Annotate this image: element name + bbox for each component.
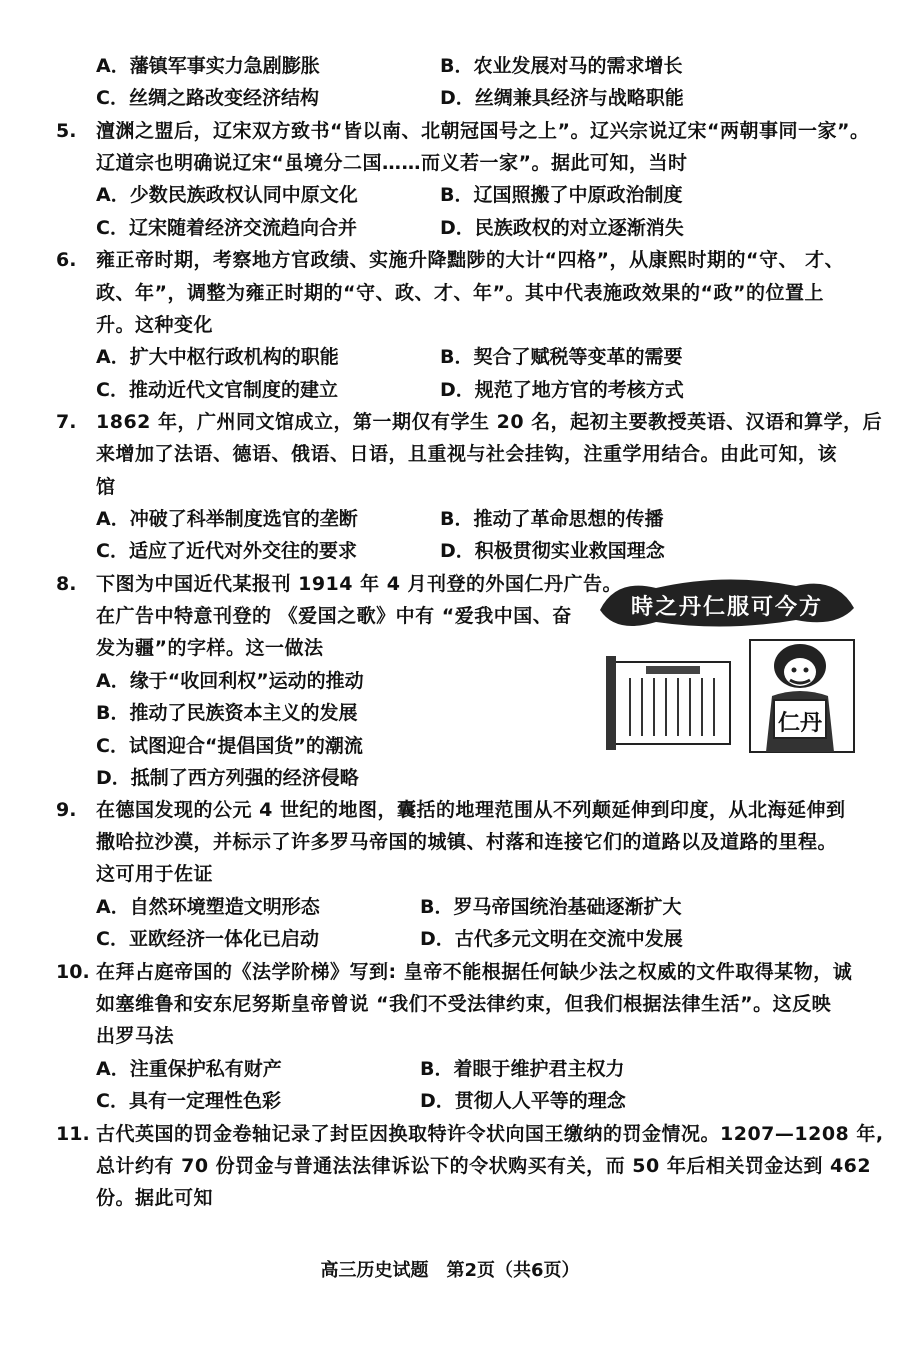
- ad-banner-text: 時之丹仁服可今方: [630, 594, 824, 620]
- q4-option-a: A．藩镇军事实力急剧膨胀: [96, 55, 320, 77]
- q4-option-c: C．丝绸之路改变经济结构: [96, 87, 319, 109]
- q10-option-d: D．贯彻人人平等的理念: [420, 1090, 626, 1112]
- q7-stem-line: 1862 年，广州同文馆成立，第一期仅有学生 20 名，起初主要教授英语、汉语和算学，后: [96, 411, 883, 433]
- q7-option-b: B．推动了革命思想的传播: [440, 508, 664, 530]
- q9-option-d: D．古代多元文明在交流中发展: [420, 928, 683, 950]
- q9-option-c: C．亚欧经济一体化已启动: [96, 928, 319, 950]
- page-footer: 高三历史试题 第2页（共6页）: [320, 1260, 580, 1281]
- q7-option-c: C．适应了近代对外交往的要求: [96, 540, 357, 562]
- q9-option-b: B．罗马帝国统治基础逐渐扩大: [420, 896, 682, 918]
- q7-option-d: D．积极贯彻实业救国理念: [440, 540, 665, 562]
- q11-number: 11.: [56, 1123, 90, 1145]
- q6-stem-line: 升。这种变化: [96, 314, 214, 336]
- q5-stem-line: 辽道宗也明确说辽宋“虽境分二国……而义若一家”。据此可知，当时: [96, 152, 688, 174]
- q7-option-a: A．冲破了科举制度选官的垄断: [96, 508, 358, 530]
- q8-option-a: A．缘于“收回利权”运动的推动: [96, 670, 364, 692]
- q11-stem-line: 古代英国的罚金卷轴记录了封臣因换取特许令状向国王缴纳的罚金情况。1207—1208 年,: [96, 1123, 884, 1145]
- q9-stem-line: 撒哈拉沙漠，并标示了许多罗马帝国的城镇、村落和连接它们的道路以及道路的里程。: [96, 831, 838, 853]
- q10-stem-line: 如塞维鲁和安东尼努斯皇帝曾说 “我们不受法律约束，但我们根据法律生活”。这反映: [96, 993, 832, 1015]
- q9-option-a: A．自然环境塑造文明形态: [96, 896, 320, 918]
- q10-stem-line: 出罗马法: [96, 1025, 175, 1047]
- q9-number: 9.: [56, 799, 77, 821]
- q10-stem-line: 在拜占庭帝国的《法学阶梯》写到: 皇帝不能根据任何缺少法之权威的文件取得某物，诚: [96, 961, 853, 983]
- q9-stem-line: 这可用于佐证: [96, 863, 214, 885]
- q4-option-b: B．农业发展对马的需求增长: [440, 55, 683, 77]
- q7-stem-line: 馆: [96, 476, 116, 498]
- q7-number: 7.: [56, 411, 77, 433]
- q11-stem-line: 总计约有 70 份罚金与普通法法律诉讼下的令状购买有关，而 50 年后相关罚金达到 462: [96, 1155, 872, 1177]
- q8-stem-line: 在广告中特意刊登的 《爱国之歌》中有 “爱我中国、奋: [96, 605, 572, 627]
- q6-option-b: B．契合了赋税等变革的需要: [440, 346, 683, 368]
- q5-stem-line: 澶渊之盟后，辽宋双方致书“皆以南、北朝冠国号之上”。辽兴宗说辽宋“两朝事同一家”。: [96, 120, 870, 142]
- q8-option-b: B．推动了民族资本主义的发展: [96, 702, 358, 724]
- q10-option-b: B．着眼于维护君主权力: [420, 1058, 625, 1080]
- q6-option-d: D．规范了地方官的考核方式: [440, 379, 684, 401]
- q6-number: 6.: [56, 249, 77, 271]
- q4-option-d: D．丝绸兼具经济与战略职能: [440, 87, 684, 109]
- q8-option-c: C．试图迎合“提倡国货”的潮流: [96, 735, 363, 757]
- q5-option-d: D．民族政权的对立逐渐消失: [440, 217, 684, 239]
- q9-stem-line: 在德国发现的公元 4 世纪的地图，囊括的地理范围从不列颠延伸到印度，从北海延伸到: [96, 799, 846, 821]
- q6-option-c: C．推动近代文官制度的建立: [96, 379, 338, 401]
- q11-stem-line: 份。据此可知: [96, 1187, 214, 1209]
- ad-sign-text: 仁丹: [777, 710, 823, 736]
- q8-stem-line: 下图为中国近代某报刊 1914 年 4 月刊登的外国仁丹广告。: [96, 573, 623, 595]
- q5-option-c: C．辽宋随着经济交流趋向合并: [96, 217, 357, 239]
- q5-number: 5.: [56, 120, 77, 142]
- q8-option-d: D．抵制了西方列强的经济侵略: [96, 767, 359, 789]
- q6-option-a: A．扩大中枢行政机构的职能: [96, 346, 339, 368]
- q10-number: 10.: [56, 961, 90, 983]
- rendan-advertisement-image: [596, 570, 858, 760]
- q7-stem-line: 来增加了法语、德语、俄语、日语，且重视与社会挂钩，注重学用结合。由此可知，该: [96, 443, 838, 465]
- q5-option-a: A．少数民族政权认同中原文化: [96, 184, 358, 206]
- q8-stem-line: 发为疆”的字样。这一做法: [96, 637, 324, 659]
- q10-option-c: C．具有一定理性色彩: [96, 1090, 281, 1112]
- q6-stem-line: 雍正帝时期，考察地方官政绩、实施升降黜陟的大计“四格”，从康熙时期的“守、 才、: [96, 249, 845, 271]
- q8-number: 8.: [56, 573, 77, 595]
- q5-option-b: B．辽国照搬了中原政治制度: [440, 184, 683, 206]
- q6-stem-line: 政、年”，调整为雍正时期的“守、政、才、年”。其中代表施政效果的“政”的位置上: [96, 282, 824, 304]
- q10-option-a: A．注重保护私有财产: [96, 1058, 282, 1080]
